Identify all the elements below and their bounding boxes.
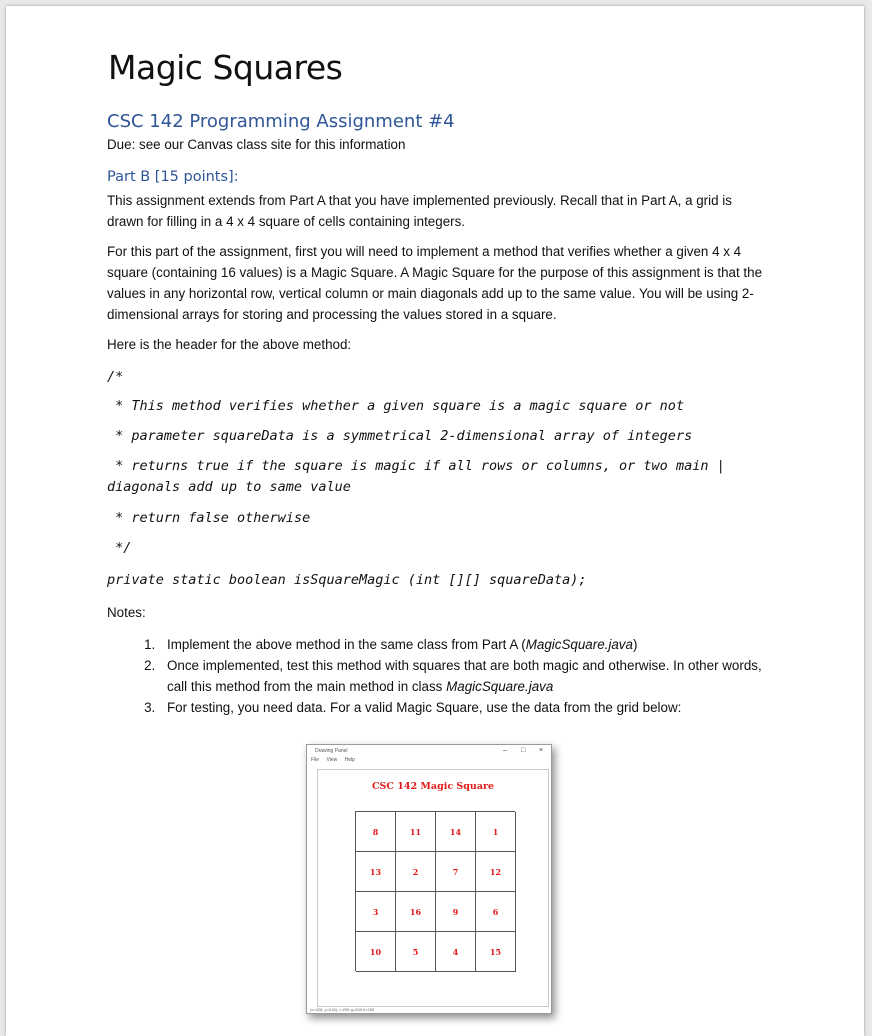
document-page — [6, 6, 864, 1036]
close-icon[interactable]: × — [539, 747, 544, 754]
grid-cell: 2 — [396, 852, 436, 892]
code-comment-line: diagonals add up to same value — [107, 479, 351, 495]
magic-square-title: CSC 142 Magic Square — [371, 781, 495, 792]
assignment-subtitle: CSC 142 Programming Assignment #4 — [107, 111, 455, 132]
grid-cell: 8 — [356, 812, 396, 852]
grid-cell: 16 — [396, 892, 436, 932]
status-bar: (x=428, y=518), r=255 g=255 b=255 — [310, 1007, 375, 1012]
document-title: Magic Squares — [108, 48, 343, 87]
window-title: Drawing Panel — [315, 748, 348, 754]
code-comment-line: * parameter squareData is a symmetrical 2-dimensional array of integers — [107, 428, 693, 444]
grid-cell: 6 — [476, 892, 516, 932]
part-heading: Part B [15 points]: — [107, 169, 239, 185]
description-paragraph: For this part of the assignment, first you will need to implement a method that verifies whether a given 4 x 4 square (containing 16 values) is a Magic Square. A Magic Square for the purpose of this assignment is that the values in any horizontal row, vertical column or main diagonals add up to the same value. You will be using 2-dimensional arrays for storing and processing the values stored in a square. — [107, 244, 763, 322]
grid-cell: 5 — [396, 932, 436, 972]
notes-list — [107, 634, 767, 718]
code-comment-line: * This method verifies whether a given square is a magic square or not — [107, 398, 685, 414]
list-item: 3. For testing, you need data. For a valid Magic Square, use the data from the grid below: — [159, 697, 767, 718]
grid-cell: 12 — [476, 852, 516, 892]
grid-cell: 10 — [356, 932, 396, 972]
list-item: 1. Implement the above method in the same class from Part A (MagicSquare.java) — [159, 634, 767, 655]
code-comment-close: */ — [107, 540, 132, 556]
grid-cell: 3 — [356, 892, 396, 932]
minimize-icon[interactable]: – — [503, 747, 507, 754]
window-menu-bar — [311, 757, 361, 763]
menu-item-file[interactable]: File — [311, 757, 320, 763]
menu-item-help[interactable]: Help — [344, 757, 355, 763]
drawing-canvas — [317, 769, 549, 1007]
intro-paragraph: This assignment extends from Part A that you have implemented previously. Recall that in Part A, a grid is drawn for filling in a 4 x 4 square of cells containing integers. — [107, 193, 732, 229]
grid-cell: 7 — [436, 852, 476, 892]
grid-cell: 13 — [356, 852, 396, 892]
grid-cell: 15 — [476, 932, 516, 972]
code-comment-line: * returns true if the square is magic if all rows or columns, or two main | — [107, 458, 725, 474]
code-comment-line: * return false otherwise — [107, 510, 311, 526]
due-line: Due: see our Canvas class site for this information — [107, 137, 406, 152]
notes-label: Notes: — [107, 605, 146, 620]
grid-cell: 4 — [436, 932, 476, 972]
grid-cell: 11 — [396, 812, 436, 852]
code-comment-open: /* — [107, 369, 124, 385]
drawing-panel-window — [306, 744, 552, 1014]
magic-square-grid — [355, 811, 515, 971]
maximize-icon[interactable]: □ — [521, 747, 526, 754]
grid-cell: 14 — [436, 812, 476, 852]
method-signature: private static boolean isSquareMagic (int [][] squareData); — [107, 572, 587, 588]
list-item: 2. Once implemented, test this method with squares that are both magic and otherwise. In other words, call this method from the main method in class MagicSquare.java — [159, 655, 767, 697]
menu-item-view[interactable]: View — [326, 757, 338, 763]
grid-cell: 9 — [436, 892, 476, 932]
grid-cell: 1 — [476, 812, 516, 852]
header-intro: Here is the header for the above method: — [107, 337, 352, 352]
